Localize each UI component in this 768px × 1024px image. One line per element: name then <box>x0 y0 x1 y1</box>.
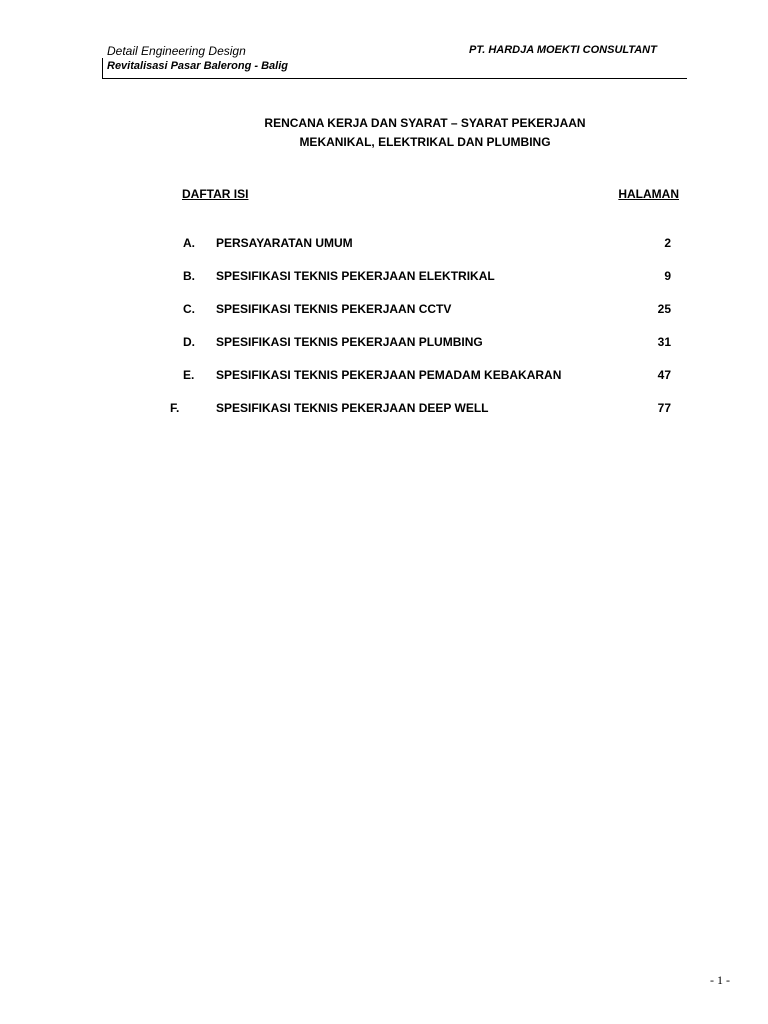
toc-row-letter: C. <box>183 302 195 316</box>
toc-row <box>0 236 768 254</box>
toc-row-title: SPESIFIKASI TEKNIS PEKERJAAN ELEKTRIKAL <box>216 269 495 283</box>
toc-row-page: 25 <box>657 302 671 316</box>
document-title <box>200 114 650 152</box>
toc-row-page: 47 <box>657 368 671 382</box>
toc-row-page: 31 <box>657 335 671 349</box>
toc-row <box>0 302 768 320</box>
toc-row-letter: B. <box>183 269 195 283</box>
toc-row-letter: F. <box>170 401 180 415</box>
toc-row-page: 77 <box>657 401 671 415</box>
toc-heading: DAFTAR ISI <box>182 187 249 201</box>
toc-row <box>0 368 768 386</box>
page-number: - 1 - <box>710 973 730 987</box>
toc-row-title: PERSAYARATAN UMUM <box>216 236 353 250</box>
toc-row <box>0 401 768 419</box>
toc-row-letter: E. <box>183 368 195 382</box>
toc-row-page: 2 <box>664 236 671 250</box>
toc-row-title: SPESIFIKASI TEKNIS PEKERJAAN DEEP WELL <box>216 401 489 415</box>
toc-row-letter: A. <box>183 236 195 250</box>
document-title-line-2: MEKANIKAL, ELEKTRIKAL DAN PLUMBING <box>299 135 551 149</box>
toc-row-title: SPESIFIKASI TEKNIS PEKERJAAN CCTV <box>216 302 452 316</box>
header-horizontal-rule <box>102 78 687 79</box>
document-title-line-1: RENCANA KERJA DAN SYARAT – SYARAT PEKERJAAN <box>264 116 586 130</box>
toc-row-page: 9 <box>664 269 671 283</box>
header-project-type: Detail Engineering Design <box>107 44 246 58</box>
header-project-name: Revitalisasi Pasar Balerong - Balig <box>107 60 288 72</box>
toc-row-title: SPESIFIKASI TEKNIS PEKERJAAN PLUMBING <box>216 335 483 349</box>
toc-row <box>0 335 768 353</box>
header-vertical-rule <box>102 58 103 78</box>
toc-page-heading: HALAMAN <box>618 187 679 201</box>
toc-row-title: SPESIFIKASI TEKNIS PEKERJAAN PEMADAM KEBAKARAN <box>216 368 562 382</box>
toc-row <box>0 269 768 287</box>
toc-row-letter: D. <box>183 335 195 349</box>
header-company-name: PT. HARDJA MOEKTI CONSULTANT <box>469 44 657 56</box>
